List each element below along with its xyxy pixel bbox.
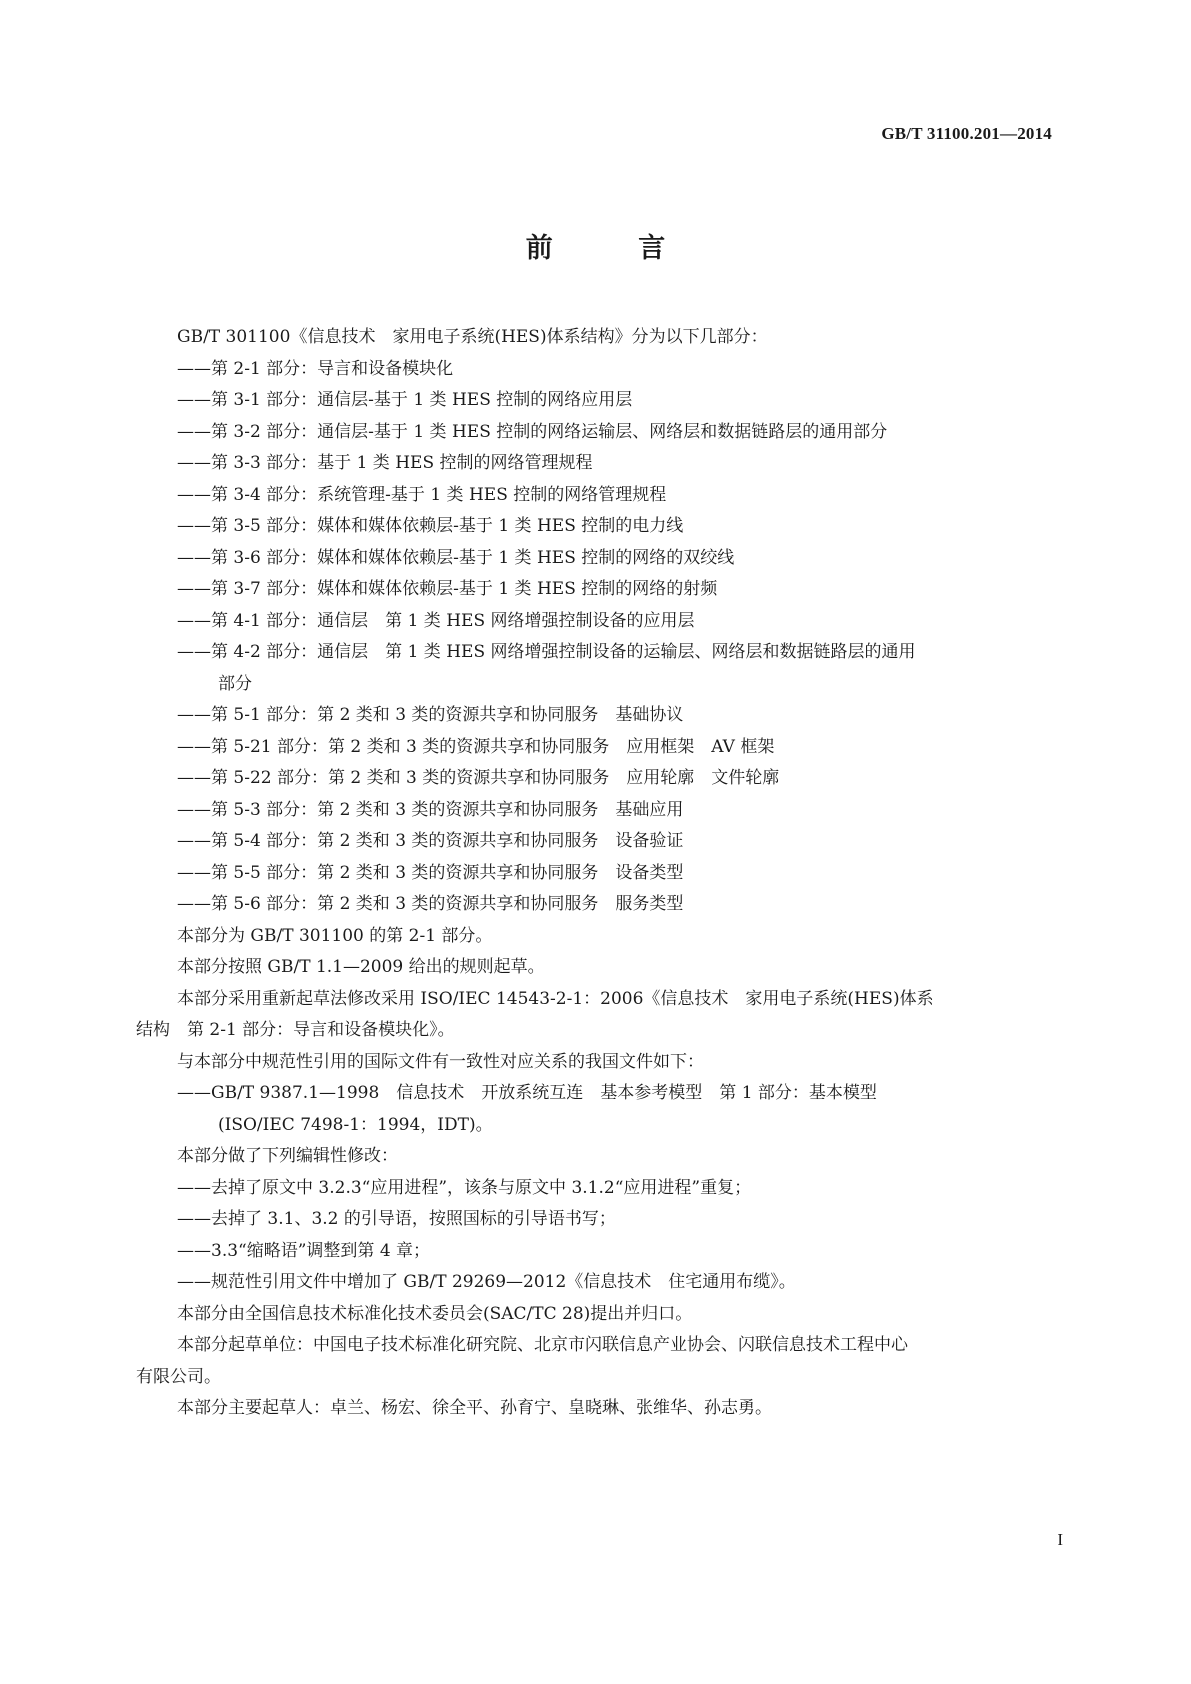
page-title: 前 言 [525, 233, 704, 264]
paragraph-line: (ISO/IEC 7498-1：1994，IDT)。 [218, 1114, 493, 1135]
paragraph-line: GB/T 301100《信息技术 家用电子系统(HES)体系结构》分为以下几部分： [177, 327, 768, 347]
list-item: ——规范性引用文件中增加了 GB/T 29269—2012《信息技术 住宅通用布缆》。 [177, 1272, 796, 1292]
paragraph-line: 本部分采用重新起草法修改采用 ISO/IEC 14543-2-1：2006《信息技术 家用电子系统(HES)体系 [177, 988, 934, 1009]
paragraph-line: 本部分按照 GB/T 1.1—2009 给出的规则起草。 [177, 957, 545, 977]
list-item: ——去掉了 3.1、3.2 的引导语，按照国标的引导语书写； [177, 1209, 616, 1229]
list-item: ——去掉了原文中 3.2.3“应用进程”，该条与原文中 3.1.2“应用进程”重复； [177, 1177, 752, 1198]
list-item: ——第 5-5 部分：第 2 类和 3 类的资源共享和协同服务 设备类型 [177, 862, 684, 883]
paragraph-line: 有限公司。 [136, 1366, 221, 1387]
list-item: ——第 3-6 部分：媒体和媒体依赖层-基于 1 类 HES 控制的网络的双绞线 [177, 547, 735, 568]
paragraph-line: 部分 [218, 673, 252, 694]
list-item: ——第 2-1 部分：导言和设备模块化 [177, 358, 454, 379]
paragraph-line: 本部分起草单位：中国电子技术标准化研究院、北京市闪联信息产业协会、闪联信息技术工程中心 [177, 1335, 908, 1355]
standard-code: GB/T 31100.201—2014 [881, 124, 1052, 143]
list-item: ——第 4-1 部分：通信层 第 1 类 HES 网络增强控制设备的应用层 [177, 610, 695, 631]
list-item: ——第 3-4 部分：系统管理-基于 1 类 HES 控制的网络管理规程 [177, 484, 667, 505]
list-item: ——第 5-4 部分：第 2 类和 3 类的资源共享和协同服务 设备验证 [177, 831, 684, 851]
list-item: ——3.3“缩略语”调整到第 4 章； [177, 1240, 431, 1261]
paragraph-line: 本部分做了下列编辑性修改： [177, 1146, 398, 1166]
list-item: ——第 3-1 部分：通信层-基于 1 类 HES 控制的网络应用层 [177, 390, 633, 410]
list-item: ——第 3-5 部分：媒体和媒体依赖层-基于 1 类 HES 控制的电力线 [177, 516, 684, 536]
page-number: I [1057, 1530, 1063, 1549]
list-item: ——第 3-7 部分：媒体和媒体依赖层-基于 1 类 HES 控制的网络的射频 [177, 579, 718, 599]
paragraph-line: 本部分为 GB/T 301100 的第 2-1 部分。 [177, 925, 493, 946]
list-item: ——第 5-3 部分：第 2 类和 3 类的资源共享和协同服务 基础应用 [177, 799, 684, 820]
paragraph-line: 与本部分中规范性引用的国际文件有一致性对应关系的我国文件如下： [177, 1051, 704, 1072]
list-item: ——第 4-2 部分：通信层 第 1 类 HES 网络增强控制设备的运输层、网络层和数据链路层的通用 [177, 642, 916, 662]
list-item: ——第 3-2 部分：通信层-基于 1 类 HES 控制的网络运输层、网络层和数据链路层的通用部分 [177, 421, 888, 442]
paragraph-line: 本部分主要起草人：卓兰、杨宏、徐全平、孙育宁、皇晓琳、张维华、孙志勇。 [177, 1398, 772, 1418]
list-item: ——第 3-3 部分：基于 1 类 HES 控制的网络管理规程 [177, 453, 593, 473]
list-item: ——第 5-6 部分：第 2 类和 3 类的资源共享和协同服务 服务类型 [177, 894, 684, 914]
paragraph-line: 结构 第 2-1 部分：导言和设备模块化》。 [136, 1020, 455, 1040]
paragraph-line: 本部分由全国信息技术标准化技术委员会(SAC/TC 28)提出并归口。 [177, 1303, 693, 1324]
list-item: ——第 5-21 部分：第 2 类和 3 类的资源共享和协同服务 应用框架 AV 框架 [177, 736, 775, 757]
list-item: ——第 5-1 部分：第 2 类和 3 类的资源共享和协同服务 基础协议 [177, 705, 684, 725]
document-body [136, 322, 1057, 1425]
list-item: ——第 5-22 部分：第 2 类和 3 类的资源共享和协同服务 应用轮廓 文件轮廓 [177, 768, 780, 788]
list-item: ——GB/T 9387.1—1998 信息技术 开放系统互连 基本参考模型 第 1 部分：基本模型 [177, 1083, 877, 1103]
